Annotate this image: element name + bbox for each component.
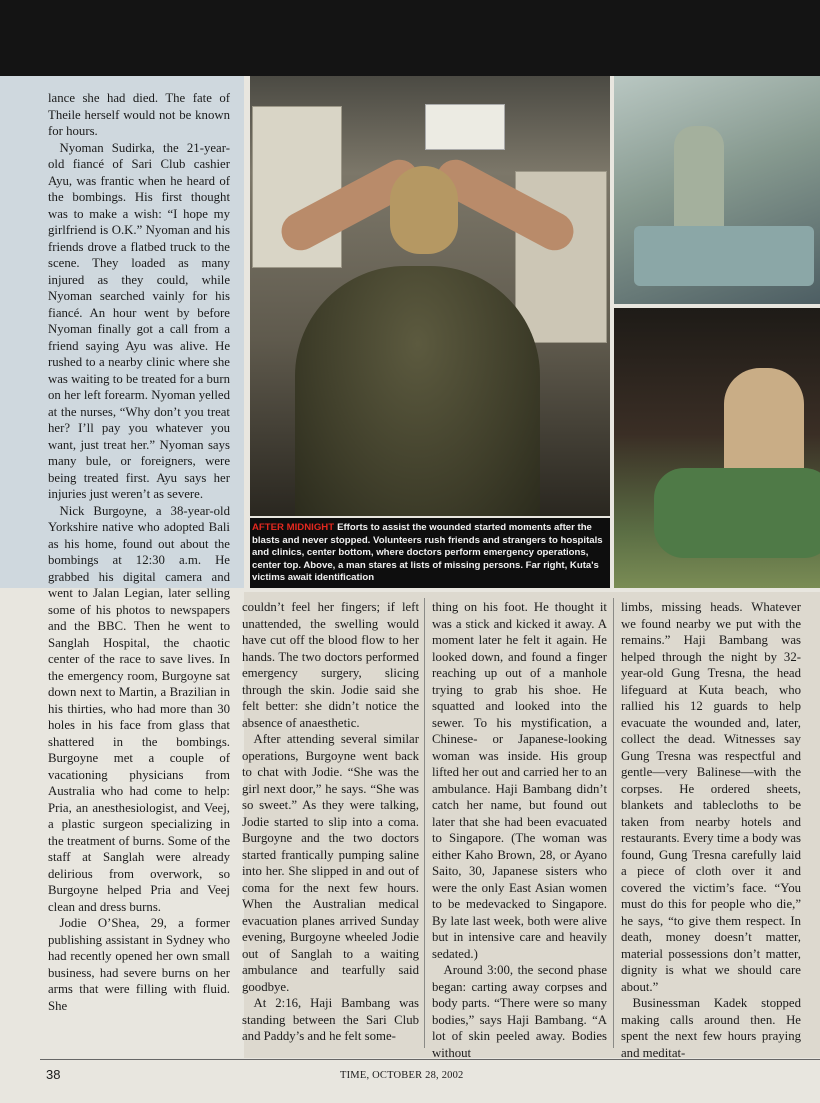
article-column-4 [621, 599, 801, 1061]
column-rule [613, 598, 614, 1048]
page-number: 38 [46, 1067, 61, 1082]
paragraph: After attending several similar operations, Burgoyne went back to chat with Jodie. “She was the girl next door,” he says. “She was so sweet.” As they were talking, Jodie started to slip into a coma. Burgoyne and the two doctors started frantically pumping saline into her. She slipped in and out of coma for the next few hours. When the Australian medical evacuation planes arrived Sunday evening, Burgoyne wheeled Jodie out of Sanglah to a waiting ambulance and tearfully said goodbye. [242, 732, 419, 994]
folio-line: TIME, OCTOBER 28, 2002 [340, 1070, 464, 1081]
paragraph: Businessman Kadek stopped making calls around then. He spent the next few hours praying and meditat- [621, 996, 801, 1060]
article-column-1 [48, 90, 230, 1014]
notice-sign [425, 104, 505, 150]
paragraph: Around 3:00, the second phase began: carting away corpses and body parts. “There were so many bodies,” says Haji Bambang. “A lot of skin peeled away. Bodies without [432, 963, 607, 1060]
paragraph: lance she had died. The fate of Theile herself would not be known for hours. [48, 91, 230, 138]
patient-bed [634, 226, 814, 286]
footer-rule [40, 1059, 820, 1060]
article-column-3 [432, 599, 607, 1061]
photo-victims-night [614, 308, 820, 588]
paragraph: Jodie O’Shea, 29, a former publishing assistant in Sydney who had recently opened her own small business, had severe burns on her arms that were filling with fluid. She [48, 916, 230, 1013]
paragraph: Nick Burgoyne, a 38-year-old Yorkshire native who adopted Bali as his home, found out about the bombings at 12:30 a.m. He grabbed his digital camera and went to Jalan Legian, later selling some of his photos to newspapers and the BBC. Then he went to Sanglah Hospital, the chaotic center of the race to save lives. In the emergency room, Burgoyne sat down next to Martin, a Brazilian in his thirties, who had more than 30 holes in his face from glass that shattered in the bombings. Burgoyne met a couple of vacationing physicians from Australia who had come to help: Pria, an anesthesiologist, and Veej, a plastic surgeon specializing in the treatment of burns. Some of the staff at Sanglah were already delirious from overwork, so Burgoyne helped Pria and Veej clean and dress burns. [48, 503, 230, 914]
green-sheet [654, 468, 820, 558]
caption-title: AFTER MIDNIGHT [252, 522, 335, 533]
photo-missing-persons-board [250, 76, 610, 516]
photo-emergency-operations [614, 76, 820, 304]
man-back [295, 266, 540, 516]
paragraph: Nyoman Sudirka, the 21-year-old fiancé of Sari Club cashier Ayu, was frantic when he heard of the bombings. His first thought was to make a wish: “I hope my girlfriend is O.K.” Nyoman and his friends drove a flatbed truck to the scene. They loaded as many injured as they could, while Nyoman searched vainly for his fiancé. An hour went by before Nyoman finally got a call from a friend saying Ayu was alive. He rushed to a nearby clinic where she was waiting to be treated for a burn on her left forearm. Nyoman yelled at the nurses, “Why don’t you treat her? I’ll pay you whatever you want, just treat her.” Nyoman says many bule, or foreigners, were being treated first. Ayu says her injuries just weren’t as severe. [48, 140, 230, 501]
volunteer-figure [724, 368, 804, 478]
column-rule [424, 598, 425, 1048]
paragraph: thing on his foot. He thought it was a stick and kicked it away. A moment later he felt it again. He looked down, and found a finger reaching up out of a manhole trying to grab his shoe. He squatted and looked into the sewer. To his mystification, a Chinese- or Japanese-looking woman was inside. His group lifted her out and carried her to an ambulance. Haji Bambang didn’t catch her name, but found out later that she had been evacuated to Singapore. (The woman was either Kaho Brown, 28, or Ayano Saito, 30, Japanese sisters who were the only East Asian women to be medevacked to Singapore. By late last week, both were alive but in intensive care and heavily sedated.) [432, 600, 607, 961]
top-dark-band [0, 0, 820, 76]
paragraph: At 2:16, Haji Bambang was standing between the Sari Club and Paddy’s and he felt some- [242, 996, 419, 1043]
photo-caption [250, 518, 610, 588]
man-head [390, 166, 458, 254]
caption-text: Efforts to assist the wounded started moments after the blasts and never stopped. Volunteers rush friends and strangers to hospitals and clinics, center bottom, where doctors perform emergency operations, center top. Above, a man stares at lists of missing persons. Far right, Kuta's victims await identification [252, 522, 603, 583]
article-column-2 [242, 599, 419, 1045]
paragraph: couldn’t feel her fingers; if left unattended, the swelling would have cut off the blood flow to her hands. The two doctors performed emergency surgery, slicing through the skin. Jodie said she felt better: she didn’t notice the absence of anaesthetic. [242, 600, 419, 730]
paragraph: limbs, missing heads. Whatever we found nearby we put with the remains.” Haji Bambang was helped through the night by 32-year-old Gung Tresna, the head lifeguard at Kuta beach, who rallied his 12 guards to help evacuate the wounded and, later, collect the dead. Witnesses say Gung Tresna was respectful and gentle—very Balinese—with the corpses. He ordered sheets, blankets and tablecloths to be taken from nearby hotels and restaurants. Every time a body was found, Gung Tresna carefully laid a piece of cloth over it and covered the victim’s face. “You must do this for people who die,” he says, “to give them respect. In death, money doesn’t matter, material possessions don’t matter, dignity is what we should care about.” [621, 600, 801, 994]
